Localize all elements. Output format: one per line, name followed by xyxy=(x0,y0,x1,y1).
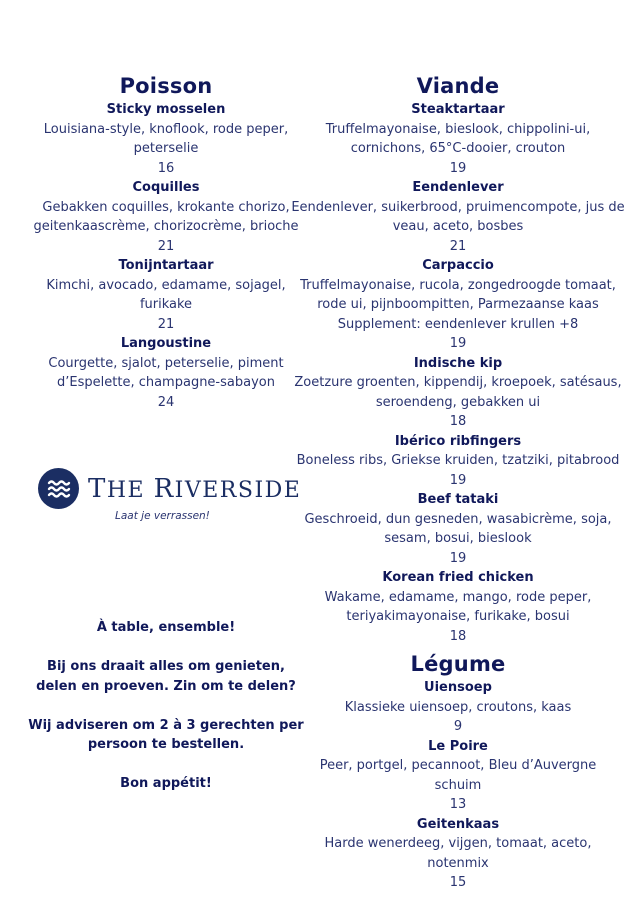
intro-heading: À table, ensemble! xyxy=(96,620,236,635)
dish-desc-line: schuim xyxy=(434,777,482,793)
dish-desc-line: veau, aceto, bosbes xyxy=(392,219,524,234)
dish-price: 21 xyxy=(449,238,467,254)
dish-name: Le Poire xyxy=(428,738,488,754)
dish-desc-line: Courgette, sjalot, peterselie, piment xyxy=(48,355,284,371)
dish-beef-tataki xyxy=(290,490,626,568)
dish-price: 13 xyxy=(449,797,467,812)
logo-the-riverside xyxy=(38,468,302,528)
dish-desc-line: d’Espelette, champagne-sabayon xyxy=(57,375,275,390)
dish-price: 16 xyxy=(157,160,175,176)
section-legume xyxy=(290,650,626,893)
intro-signoff: Bon appétit! xyxy=(120,776,212,791)
dish-desc-line: Peer, portgel, pecannoot, Bleu d’Auvergne xyxy=(319,758,597,773)
dish-carpaccio xyxy=(290,256,626,354)
logo-letter: R xyxy=(153,474,175,504)
section-title-legume: Légume xyxy=(410,652,506,676)
logo-wordmark xyxy=(88,474,301,504)
dish-name: Eendenlever xyxy=(412,180,504,195)
dish-name: Geitenkaas xyxy=(416,816,500,832)
dish-uiensoep xyxy=(290,678,626,737)
dish-supplement: Supplement: eendenlever krullen +8 xyxy=(337,316,579,332)
dish-price: 19 xyxy=(449,336,467,351)
dish-price: 15 xyxy=(449,875,467,890)
dish-desc-line: Zoetzure groenten, kippendij, kroepoek, satésaus, xyxy=(294,375,622,390)
dish-price: 24 xyxy=(157,394,175,410)
waves-icon xyxy=(38,468,79,509)
dish-price: 19 xyxy=(449,472,467,488)
dish-langoustine xyxy=(20,334,312,412)
dish-price: 9 xyxy=(453,719,463,734)
dish-price: 21 xyxy=(157,316,175,332)
dish-price: 19 xyxy=(449,550,467,566)
logo-tagline: Laat je verrassen! xyxy=(115,510,210,522)
dish-eendenlever xyxy=(290,178,626,256)
dish-name: Coquilles xyxy=(132,180,200,195)
dish-price: 19 xyxy=(449,160,467,176)
dish-name: Steaktartaar xyxy=(411,102,505,117)
dish-price: 18 xyxy=(449,414,467,429)
left-column xyxy=(20,72,312,412)
dish-name: Tonijntartaar xyxy=(118,258,214,273)
dish-desc-line: Wakame, edamame, mango, rode peper, xyxy=(324,589,592,605)
dish-desc-line: cornichons, 65°C-dooier, crouton xyxy=(350,141,566,156)
dish-desc-line: seroendeng, gebakken ui xyxy=(375,394,541,410)
dish-desc-line: notenmix xyxy=(427,855,489,871)
dish-tonijntartaar xyxy=(20,256,312,334)
dish-desc-line: Harde wenerdeeg, vijgen, tomaat, aceto, xyxy=(324,836,592,851)
intro-paragraph: Bij ons draait alles om genieten, delen en proeven. Zin om te delen? xyxy=(36,659,296,694)
dish-desc-line: geitenkaascrème, chorizocrème, brioche xyxy=(33,219,299,234)
section-poisson xyxy=(20,72,312,412)
dish-coquilles xyxy=(20,178,312,256)
dish-name: Sticky mosselen xyxy=(106,102,226,117)
right-column xyxy=(290,72,626,893)
logo-letters: IVERSIDE xyxy=(174,478,302,503)
dish-desc-line: Truffelmayonaise, bieslook, chippolini-ui, xyxy=(325,121,591,137)
dish-name: Uiensoep xyxy=(424,680,492,695)
dish-le-poire xyxy=(290,737,626,815)
dish-desc-line: Eendenlever, suikerbrood, pruimencompote, jus de xyxy=(291,199,625,215)
dish-name: Ibérico ribfingers xyxy=(394,433,522,449)
dish-desc-line: Geschroeid, dun gesneden, wasabicrème, soja, xyxy=(304,511,612,527)
dish-sticky-mosselen xyxy=(20,100,312,178)
dish-desc-line: teriyakimayonaise, furikake, bosui xyxy=(346,609,570,624)
dish-desc-line: rode ui, pijnboompitten, Parmezaanse kaas xyxy=(317,297,599,312)
dish-steaktartaar xyxy=(290,100,626,178)
intro-paragraph: Wij adviseren om 2 à 3 gerechten per persoon te bestellen. xyxy=(28,717,304,752)
logo-letters: HE xyxy=(106,478,146,503)
dish-desc-line: furikake xyxy=(139,297,193,312)
intro-text xyxy=(28,618,304,813)
dish-desc-line: Gebakken coquilles, krokante chorizo, xyxy=(42,199,290,215)
section-title-poisson: Poisson xyxy=(119,74,213,98)
logo-letter: T xyxy=(88,474,107,504)
dish-name: Carpaccio xyxy=(422,258,494,273)
dish-iberico-ribfingers xyxy=(290,432,626,491)
dish-desc-line: Truffelmayonaise, rucola, zongedroogde tomaat, xyxy=(300,277,616,293)
dish-price: 21 xyxy=(157,238,175,254)
dish-desc-line: Boneless ribs, Griekse kruiden, tzatziki, pitabrood xyxy=(296,453,620,468)
section-title-viande: Viande xyxy=(416,74,500,98)
dish-indische-kip xyxy=(290,354,626,432)
dish-name: Langoustine xyxy=(120,336,212,351)
section-viande xyxy=(290,72,626,646)
dish-name: Indische kip xyxy=(413,355,503,371)
dish-name: Korean fried chicken xyxy=(382,570,534,585)
dish-desc-line: Louisiana-style, knoflook, rode peper, xyxy=(43,121,289,137)
dish-geitenkaas xyxy=(290,815,626,893)
dish-korean-fried-chicken xyxy=(290,568,626,646)
dish-desc-line: Klassieke uiensoep, croutons, kaas xyxy=(344,699,572,715)
dish-price: 18 xyxy=(449,628,467,644)
dish-desc-line: sesam, bosui, bieslook xyxy=(384,531,532,546)
dish-name: Beef tataki xyxy=(417,492,499,507)
dish-desc-line: peterselie xyxy=(133,141,199,156)
dish-desc-line: Kimchi, avocado, edamame, sojagel, xyxy=(46,277,286,293)
